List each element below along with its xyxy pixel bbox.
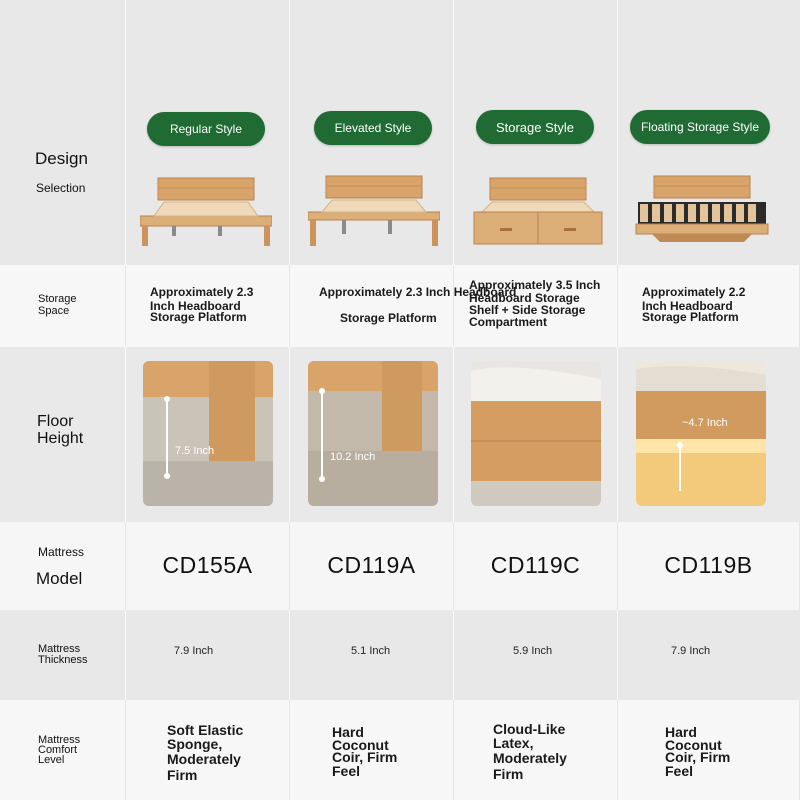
comfort-line: Moderately bbox=[167, 751, 241, 767]
thickness-cell-floating bbox=[618, 610, 800, 700]
comfort-line: Soft Elastic bbox=[167, 722, 244, 738]
design-cell-elevated bbox=[290, 0, 454, 265]
comfort-line: Cloud-Like bbox=[493, 721, 566, 737]
model-label: Model bbox=[36, 569, 83, 588]
storage-text-line: Storage Platform bbox=[150, 310, 247, 324]
storage-cell-floating bbox=[618, 265, 800, 347]
thickness-label: Thickness bbox=[38, 654, 88, 666]
row-floor-height bbox=[0, 347, 800, 522]
floor-photo-elevated bbox=[308, 361, 438, 506]
comfort-line: Coconut bbox=[332, 737, 389, 753]
comfort-line: Feel bbox=[332, 763, 361, 779]
storage-text-line: Storage Platform bbox=[340, 311, 437, 325]
floor-height-label: ~4.7 Inch bbox=[682, 417, 728, 429]
comfort-line: Hard bbox=[665, 724, 697, 740]
model-cell-storage bbox=[454, 522, 618, 610]
model-code: CD119A bbox=[327, 552, 416, 578]
comfort-cell-elevated bbox=[290, 700, 454, 800]
floor-photo-storage bbox=[471, 361, 601, 506]
row-header-floor bbox=[0, 347, 126, 522]
thickness-value: 7.9 Inch bbox=[174, 645, 214, 657]
comfort-line: Sponge, bbox=[167, 736, 223, 752]
design-cell-storage bbox=[454, 0, 618, 265]
thickness-value: 5.9 Inch bbox=[513, 645, 553, 657]
thickness-value: 5.1 Inch bbox=[351, 645, 391, 657]
design-cell-regular bbox=[126, 0, 290, 265]
row-storage-space bbox=[0, 265, 800, 347]
design-label: Design bbox=[35, 149, 88, 168]
style-pill-storage[interactable]: Storage Style bbox=[476, 110, 594, 144]
style-pill-elevated[interactable]: Elevated Style bbox=[314, 111, 432, 145]
style-pill-regular[interactable]: Regular Style bbox=[147, 112, 265, 146]
comfort-line: Firm bbox=[493, 766, 524, 782]
storage-cell-storage bbox=[454, 265, 618, 347]
floor-cell-storage bbox=[454, 347, 618, 522]
storage-text-line: Shelf + Side Storage bbox=[469, 303, 586, 317]
comfort-cell-regular bbox=[126, 700, 290, 800]
selection-label: Selection bbox=[36, 181, 86, 195]
row-mattress-model bbox=[0, 522, 800, 610]
mattress-label: Mattress bbox=[38, 734, 81, 746]
thickness-value: 7.9 Inch bbox=[671, 645, 711, 657]
row-header-comfort bbox=[0, 700, 126, 800]
floor-label: Floor bbox=[37, 413, 74, 430]
model-code: CD155A bbox=[162, 552, 253, 578]
design-cell-floating bbox=[618, 0, 800, 265]
row-header-thickness bbox=[0, 610, 126, 700]
row-comfort-level bbox=[0, 700, 800, 800]
style-pill-floating[interactable]: Floating Storage Style bbox=[630, 110, 770, 144]
storage-text-line: Approximately 2.3 Inch Headboard bbox=[319, 285, 517, 299]
storage-text-line: Approximately 3.5 Inch bbox=[469, 278, 601, 292]
comfort-label: Comfort bbox=[38, 744, 78, 756]
row-header-model bbox=[0, 522, 126, 610]
mattress-label: Mattress bbox=[38, 643, 81, 655]
comfort-line: Coir, Firm bbox=[332, 749, 398, 765]
row-mattress-thickness bbox=[0, 610, 800, 700]
storage-text-line: Inch Headboard bbox=[150, 299, 241, 313]
storage-text-line: Approximately 2.3 bbox=[150, 285, 254, 299]
height-label: Height bbox=[37, 430, 84, 447]
storage-text-line: Inch Headboard bbox=[642, 299, 733, 313]
thickness-cell-regular bbox=[126, 610, 290, 700]
model-cell-floating bbox=[618, 522, 800, 610]
floor-photo-regular bbox=[143, 361, 273, 506]
thickness-cell-storage bbox=[454, 610, 618, 700]
floor-photo-regular-image bbox=[143, 361, 273, 506]
mattress-label: Mattress bbox=[38, 545, 85, 559]
model-cell-regular bbox=[126, 522, 290, 610]
floor-photo-storage-image bbox=[471, 361, 601, 506]
comfort-cell-storage bbox=[454, 700, 618, 800]
floor-cell-regular bbox=[126, 347, 290, 522]
space-label: Space bbox=[38, 305, 70, 317]
bed-elevated-icon bbox=[308, 172, 440, 248]
thickness-cell-elevated bbox=[290, 610, 454, 700]
comfort-line: Coir, Firm bbox=[665, 749, 731, 765]
floor-cell-elevated bbox=[290, 347, 454, 522]
comfort-line: Feel bbox=[665, 763, 694, 779]
floor-cell-floating bbox=[618, 347, 800, 522]
floor-height-label: 10.2 Inch bbox=[330, 451, 376, 463]
row-header-design bbox=[0, 0, 126, 265]
storage-label: Storage bbox=[38, 293, 77, 305]
level-label: Level bbox=[38, 754, 65, 766]
comfort-line: Coconut bbox=[665, 737, 722, 753]
comfort-line: Hard bbox=[332, 724, 364, 740]
floor-photo-floating bbox=[636, 361, 766, 506]
bed-floating-icon bbox=[632, 172, 772, 248]
model-code: CD119C bbox=[490, 552, 581, 578]
comfort-cell-floating bbox=[618, 700, 800, 800]
floor-photo-floating-image bbox=[636, 361, 766, 506]
floor-photo-elevated-image bbox=[308, 361, 438, 506]
row-design-selection bbox=[0, 0, 800, 265]
model-code: CD119B bbox=[664, 552, 753, 578]
storage-cell-regular bbox=[126, 265, 290, 347]
comfort-line: Firm bbox=[167, 767, 198, 783]
bed-storage-icon bbox=[472, 172, 604, 248]
storage-text-line: Headboard Storage bbox=[469, 291, 580, 305]
comfort-line: Moderately bbox=[493, 750, 567, 766]
comfort-line: Latex, bbox=[493, 735, 534, 751]
storage-text-line: Compartment bbox=[469, 315, 548, 329]
storage-text-line: Storage Platform bbox=[642, 310, 739, 324]
row-header-storage bbox=[0, 265, 126, 347]
model-cell-elevated bbox=[290, 522, 454, 610]
floor-height-label: 7.5 Inch bbox=[175, 445, 215, 457]
bed-regular-icon bbox=[140, 172, 272, 248]
storage-text-line: Approximately 2.2 bbox=[642, 285, 746, 299]
